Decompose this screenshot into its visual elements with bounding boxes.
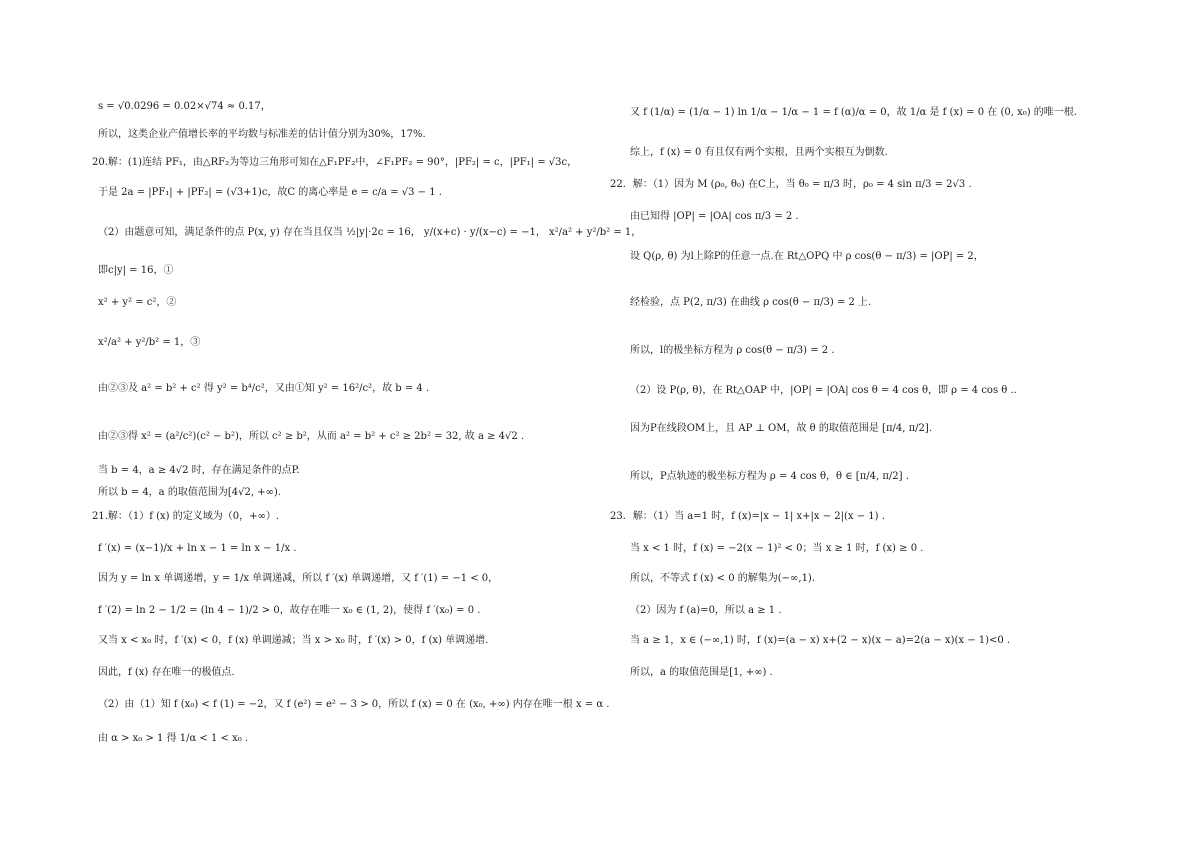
line-q20-solve-b: 由②③及 a² = b² + c² 得 y² = b⁴/c²，又由①知 y² = 16²/c²，故 b = 4 . bbox=[98, 383, 430, 394]
line-q23-cases: 当 x < 1 时，f (x) = −2(x − 1)² < 0；当 x ≥ 1 时，f (x) ≥ 0 . bbox=[630, 543, 924, 554]
left-column bbox=[92, 0, 642, 849]
line-q21-part2-root: （2）由（1）知 f (x₀) < f (1) = −2，又 f (e²) = e² − 3 > 0，所以 f (x) = 0 在 (x₀, +∞) 内存在唯一根 x = α . bbox=[98, 699, 610, 710]
right-column bbox=[610, 0, 1130, 849]
line-q22-part1-start: 22．解：（1）因为 M (ρ₀, θ₀) 在C上，当 θ₀ = π/3 时，ρ₀ = 4 sin π/3 = 2√3 . bbox=[610, 179, 972, 190]
line-q23-part1-start: 23．解：（1）当 a=1 时，f (x)=|x − 1| x+|x − 2|(x − 1) . bbox=[610, 511, 885, 522]
line-q23-inequality: 当 a ≥ 1，x ∈ (−∞,1) 时，f (x)=(a − x) x+(2 − x)(x − a)=2(a − x)(x − 1)<0 . bbox=[630, 635, 1011, 646]
line-q23-solution-set: 所以，不等式 f (x) < 0 的解集为(−∞,1). bbox=[630, 573, 816, 584]
line-q21-derivative: f ′(x) = (x−1)/x + ln x − 1 = ln x − 1/x . bbox=[98, 543, 297, 554]
line-q20-range-a: 由②③得 x² = (a²/c²)(c² − b²)，所以 c² ≥ b²，从而 a² = b² + c² ≥ 2b² = 32, 故 a ≥ 4√2 . bbox=[98, 431, 525, 442]
line-q20-eq2: x² + y² = c²，② bbox=[98, 297, 177, 308]
line-q20-eq1: 即c|y| = 16，① bbox=[98, 265, 174, 276]
line-q22-op-length: 由已知得 |OP| = |OA| cos π/3 = 2 . bbox=[630, 211, 799, 222]
line-q23-answer: 所以，a 的取值范围是[1, +∞) . bbox=[630, 667, 773, 678]
line-q21-domain: 21.解：（1）f (x) 的定义域为（0，+∞）. bbox=[92, 511, 280, 522]
line-q22-part2-set-p: （2）设 P(ρ, θ)，在 Rt△OAP 中，|OP| = |OA| cos θ = 4 cos θ，即 ρ = 4 cos θ .. bbox=[630, 385, 1017, 396]
line-q23-part2-start: （2）因为 f (a)=0，所以 a ≥ 1 . bbox=[630, 605, 782, 616]
line-q20-part1-start: 20.解：(1)连结 PF₁，由△RF₂为等边三角形可知在△F₁PF₂中，∠F₁PF₂ = 90°，|PF₂| = c，|PF₁| = √3c， bbox=[92, 157, 578, 168]
line-q21-inverse-root: 又 f (1/α) = (1/α − 1) ln 1/α − 1/α − 1 = f (α)/α = 0，故 1/α 是 f (x) = 0 在 (0, x₀) 的唯一根. bbox=[630, 107, 1077, 118]
line-q21-extremum: 因此，f (x) 存在唯一的极值点. bbox=[98, 667, 235, 678]
line-q22-polar-eq: 所以，l的极坐标方程为 ρ cos(θ − π/3) = 2 . bbox=[630, 345, 835, 356]
line-q22-set-q: 设 Q(ρ, θ) 为l上除P的任意一点.在 Rt△OPQ 中 ρ cos(θ − π/3) = |OP| = 2， bbox=[630, 251, 984, 262]
line-q19-conclusion: 所以，这类企业产值增长率的平均数与标准差的估计值分别为30%，17%. bbox=[98, 129, 426, 140]
line-q22-theta-range: 因为P在线段OM上，且 AP ⊥ OM，故 θ 的取值范围是 [π/4, π/2]. bbox=[630, 423, 932, 434]
line-q20-part2-conditions: （2）由题意可知，满足条件的点 P(x, y) 存在当且仅当 ½|y|·2c = 16， y/(x+c) · y/(x−c) = −1， x²/a² + y²/b² = 1， bbox=[98, 227, 642, 238]
line-q20-eccentricity: 于是 2a = |PF₁| + |PF₂| = (√3+1)c，故C 的离心率是 e = c/a = √3 − 1 . bbox=[98, 187, 442, 198]
line-q22-verify: 经检验，点 P(2, π/3) 在曲线 ρ cos(θ − π/3) = 2 上. bbox=[630, 297, 872, 308]
line-q21-intervals: 又当 x < x₀ 时，f ′(x) < 0，f (x) 单调递减；当 x > x₀ 时，f ′(x) > 0，f (x) 单调递增. bbox=[98, 635, 489, 646]
line-q21-monotonic: 因为 y = ln x 单调递增，y = 1/x 单调递减，所以 f ′(x) 单调递增，又 f ′(1) = −1 < 0， bbox=[98, 573, 499, 584]
line-q20-eq3: x²/a² + y²/b² = 1，③ bbox=[98, 337, 201, 348]
line-q22-locus-eq: 所以，P点轨迹的极坐标方程为 ρ = 4 cos θ，θ ∈ [π/4, π/2] . bbox=[630, 471, 909, 482]
line-q21-unique-zero: f ′(2) = ln 2 − 1/2 = (ln 4 − 1)/2 > 0，故存在唯一 x₀ ∈ (1, 2)，使得 f ′(x₀) = 0 . bbox=[98, 605, 481, 616]
line-std-dev-formula: s = √0.0296 = 0.02×√74 ≈ 0.17， bbox=[98, 101, 271, 112]
line-q20-existence: 当 b = 4，a ≥ 4√2 时，存在满足条件的点P. bbox=[98, 465, 300, 476]
line-q21-inverse-bound: 由 α > x₀ > 1 得 1/α < 1 < x₀ . bbox=[98, 733, 249, 744]
line-q21-summary: 综上，f (x) = 0 有且仅有两个实根，且两个实根互为倒数. bbox=[630, 147, 888, 158]
line-q20-answer: 所以 b = 4，a 的取值范围为[4√2, +∞). bbox=[98, 487, 281, 498]
